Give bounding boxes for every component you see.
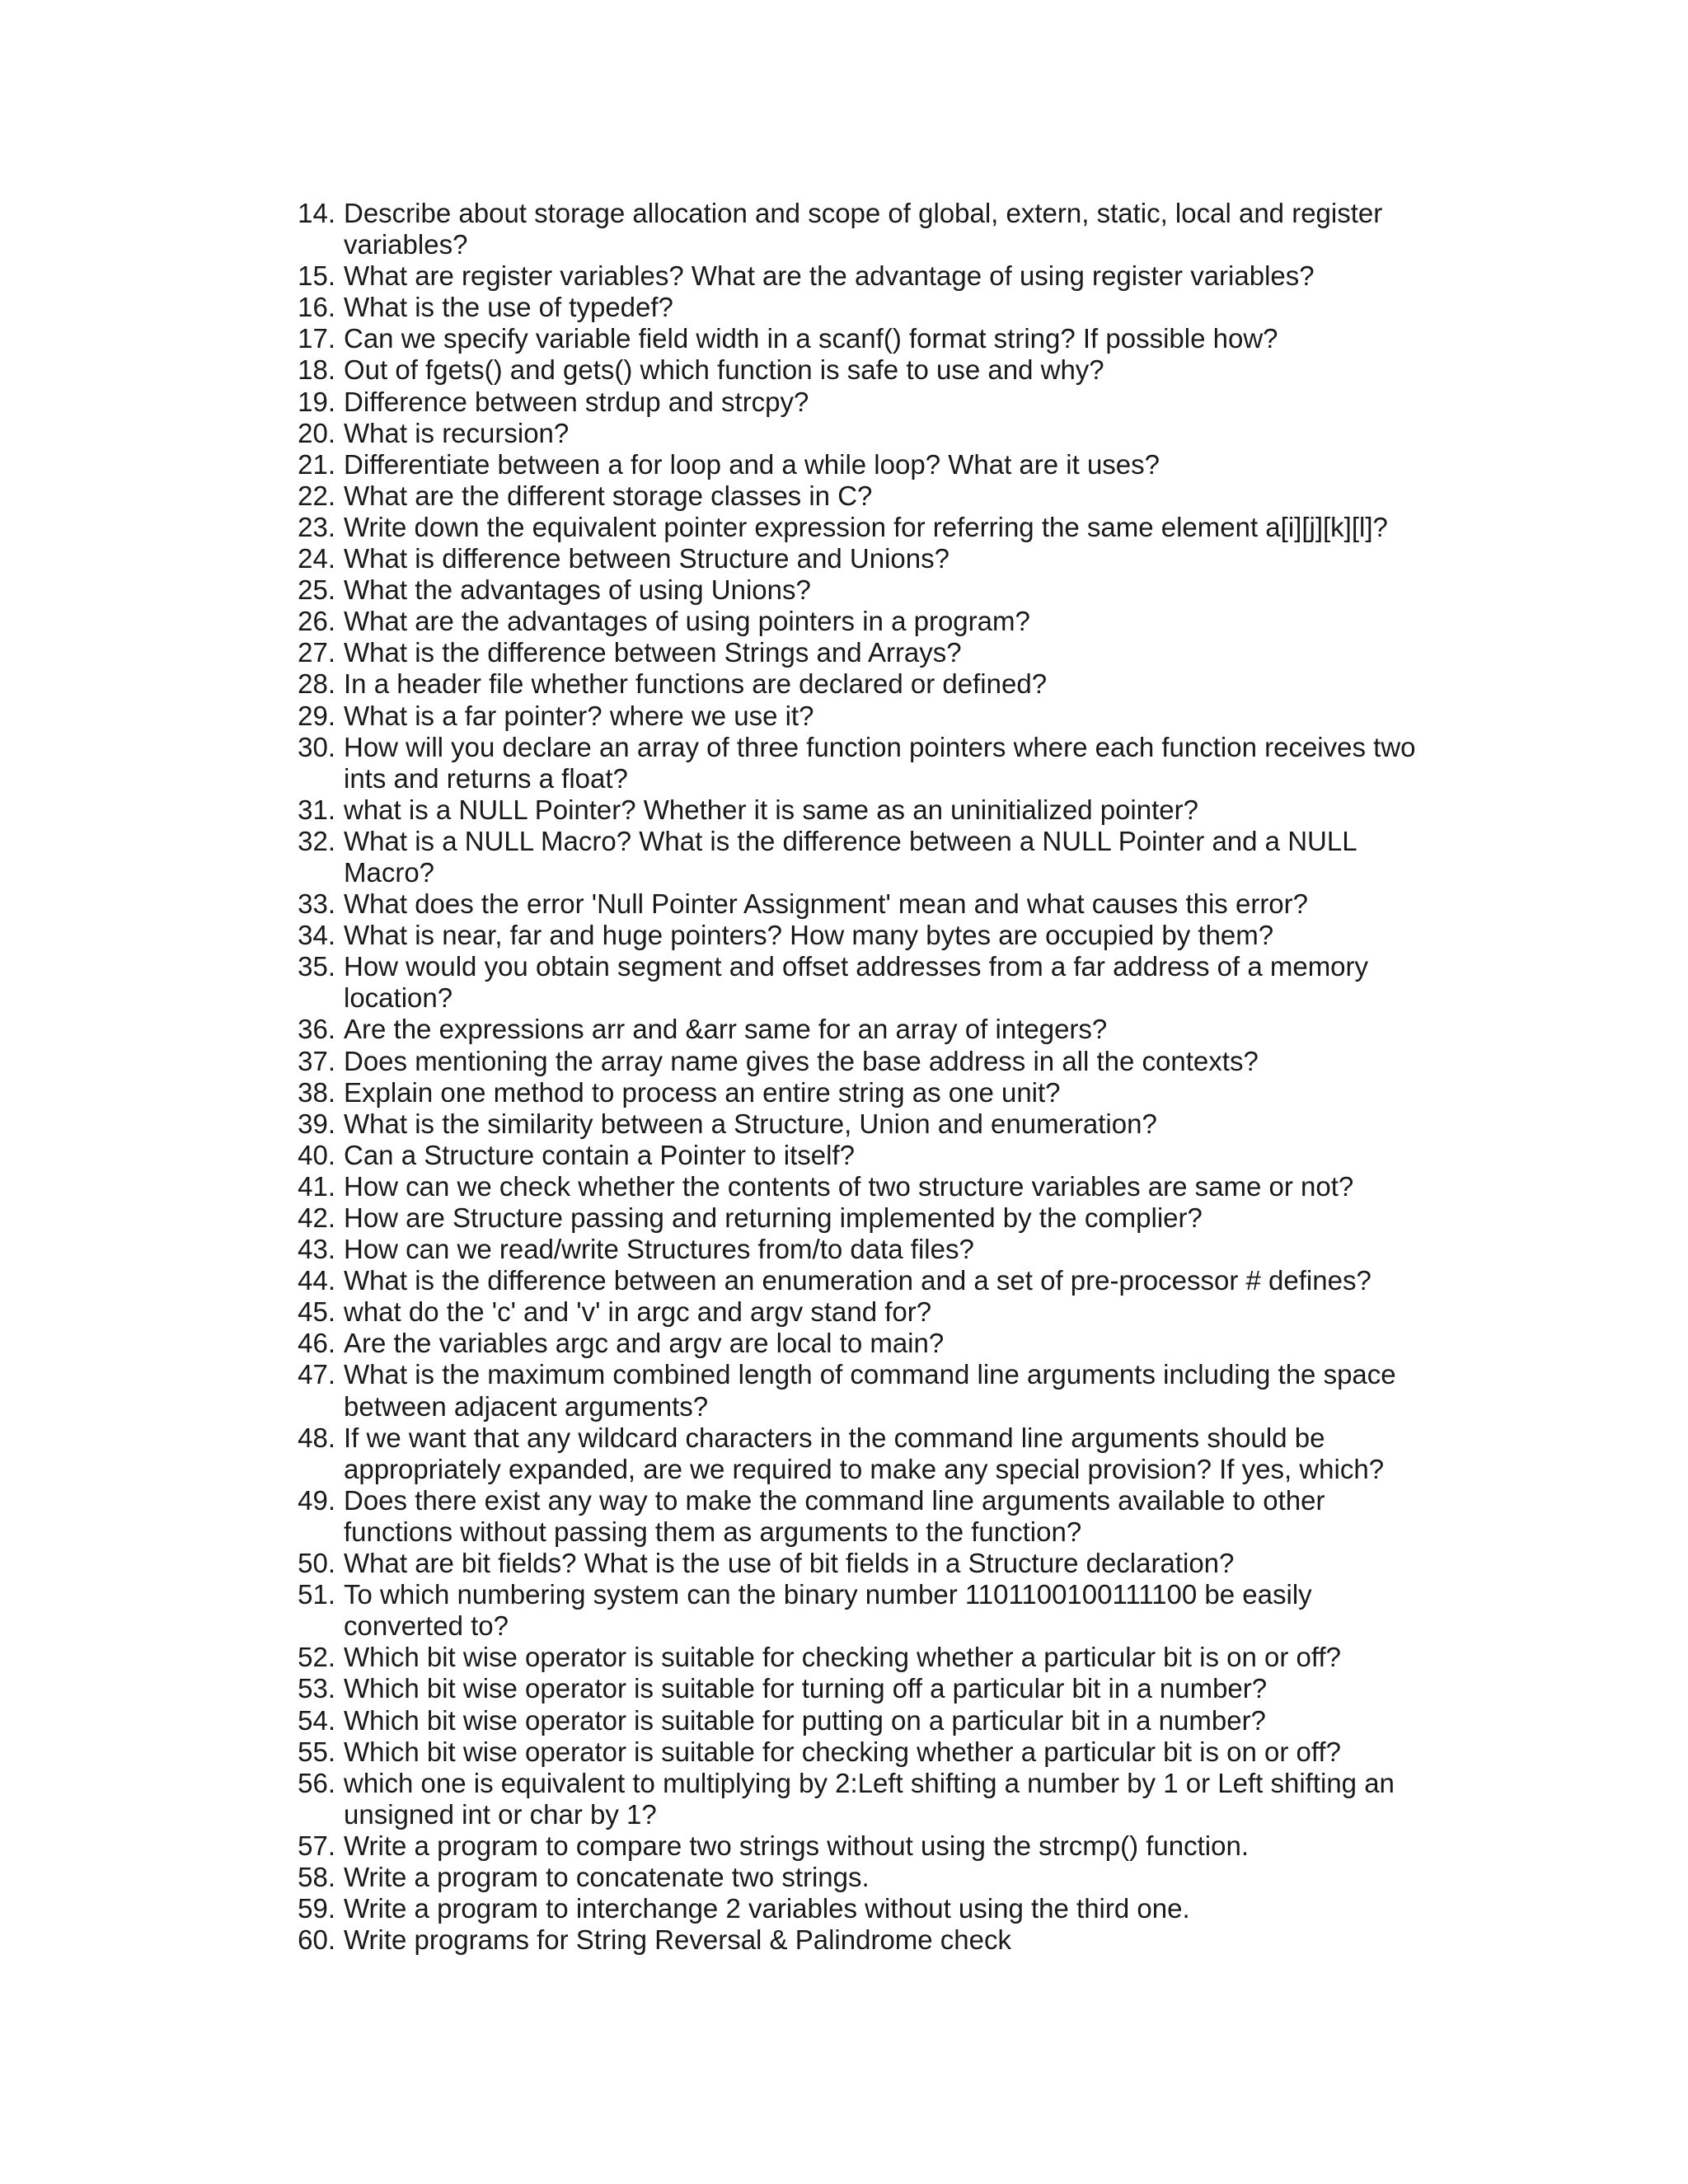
question-number: 26. bbox=[298, 606, 335, 637]
question-number: 19. bbox=[298, 386, 335, 417]
question-number: 40. bbox=[298, 1139, 335, 1170]
question-item bbox=[293, 1548, 1438, 1579]
question-item bbox=[293, 512, 1438, 543]
question-number: 15. bbox=[298, 260, 335, 292]
question-text: What is the difference between Strings and Arrays? bbox=[344, 637, 962, 668]
question-number: 23. bbox=[298, 511, 335, 542]
question-text: What is recursion? bbox=[344, 417, 570, 448]
question-item bbox=[293, 543, 1438, 574]
question-item bbox=[293, 323, 1438, 354]
question-number: 16. bbox=[298, 292, 335, 323]
question-item bbox=[293, 292, 1438, 323]
question-number: 32. bbox=[298, 825, 335, 856]
question-number: 41. bbox=[298, 1170, 335, 1202]
question-text: Explain one method to process an entire string as one unit? bbox=[344, 1076, 1061, 1108]
question-item bbox=[293, 1046, 1438, 1077]
question-number: 48. bbox=[298, 1422, 335, 1453]
question-text: What is near, far and huge pointers? How many bytes are occupied by them? bbox=[344, 920, 1274, 951]
question-text: What is a NULL Macro? What is the difference between a NULL Pointer and a NULL Macro? bbox=[344, 825, 1357, 888]
question-item bbox=[293, 1328, 1438, 1359]
question-item bbox=[293, 920, 1438, 951]
question-text: Does mentioning the array name gives the base address in all the contexts? bbox=[344, 1045, 1259, 1076]
question-item bbox=[293, 387, 1438, 418]
question-text: What is the use of typedef? bbox=[344, 292, 673, 323]
question-number: 38. bbox=[298, 1076, 335, 1108]
question-item bbox=[293, 1485, 1438, 1548]
question-item bbox=[293, 1234, 1438, 1265]
question-number: 30. bbox=[298, 731, 335, 762]
question-number: 25. bbox=[298, 574, 335, 606]
question-text: What are register variables? What are the advantage of using register variables? bbox=[344, 260, 1315, 292]
question-text: In a header file whether functions are declared or defined? bbox=[344, 668, 1048, 700]
question-text: what do the 'c' and 'v' in argc and argv stand for? bbox=[344, 1296, 932, 1328]
question-item bbox=[293, 1296, 1438, 1328]
question-number: 18. bbox=[298, 354, 335, 386]
question-text: Are the expressions arr and &arr same for an array of integers? bbox=[344, 1014, 1108, 1045]
question-item bbox=[293, 1642, 1438, 1673]
question-number: 59. bbox=[298, 1893, 335, 1924]
question-text: what is a NULL Pointer? Whether it is same as an uninitialized pointer? bbox=[344, 794, 1198, 825]
question-item bbox=[293, 1862, 1438, 1893]
question-text: What is the similarity between a Structure, Union and enumeration? bbox=[344, 1108, 1157, 1139]
question-item bbox=[293, 1579, 1438, 1642]
question-item bbox=[293, 1108, 1438, 1140]
question-item bbox=[293, 1265, 1438, 1296]
question-item bbox=[293, 198, 1438, 260]
question-item bbox=[293, 1014, 1438, 1045]
question-text: How will you declare an array of three function pointers where each function receives two ints and returns a float? bbox=[344, 731, 1416, 794]
question-text: What are the advantages of using pointers in a program? bbox=[344, 606, 1030, 637]
question-item bbox=[293, 1422, 1438, 1485]
question-text: How would you obtain segment and offset addresses from a far address of a memory location? bbox=[344, 951, 1369, 1014]
question-text: Can a Structure contain a Pointer to itself? bbox=[344, 1139, 856, 1170]
question-text: How can we read/write Structures from/to data files? bbox=[344, 1234, 974, 1265]
question-number: 27. bbox=[298, 637, 335, 668]
question-item bbox=[293, 354, 1438, 386]
question-list bbox=[293, 198, 1438, 1956]
question-item bbox=[293, 1768, 1438, 1830]
question-text: If we want that any wildcard characters in the command line arguments should be appropriately expanded, are we required to make any special provision? If yes, which? bbox=[344, 1422, 1385, 1484]
question-number: 20. bbox=[298, 417, 335, 448]
question-number: 47. bbox=[298, 1359, 335, 1390]
question-number: 39. bbox=[298, 1108, 335, 1139]
question-item bbox=[293, 480, 1438, 512]
question-item bbox=[293, 1673, 1438, 1704]
question-text: What the advantages of using Unions? bbox=[344, 574, 811, 606]
question-text: What are bit fields? What is the use of bit fields in a Structure declaration? bbox=[344, 1548, 1235, 1579]
question-item bbox=[293, 1077, 1438, 1108]
question-number: 53. bbox=[298, 1673, 335, 1704]
question-number: 46. bbox=[298, 1328, 335, 1359]
question-text: Does there exist any way to make the command line arguments available to other functions without passing them as arguments to the function? bbox=[344, 1484, 1325, 1547]
question-number: 60. bbox=[298, 1924, 335, 1956]
question-number: 29. bbox=[298, 700, 335, 731]
question-item bbox=[293, 418, 1438, 449]
question-number: 58. bbox=[298, 1861, 335, 1892]
question-item bbox=[293, 606, 1438, 637]
question-text: How are Structure passing and returning implemented by the complier? bbox=[344, 1202, 1203, 1233]
question-text: What are the different storage classes in C? bbox=[344, 480, 873, 511]
question-number: 22. bbox=[298, 480, 335, 511]
question-item bbox=[293, 794, 1438, 826]
question-number: 43. bbox=[298, 1234, 335, 1265]
question-item bbox=[293, 1359, 1438, 1422]
question-text: Are the variables argc and argv are local to main? bbox=[344, 1328, 945, 1359]
question-item bbox=[293, 668, 1438, 700]
question-text: Write programs for String Reversal & Palindrome check bbox=[344, 1924, 1012, 1956]
question-text: Write down the equivalent pointer expression for referring the same element a[i][j][k][l]? bbox=[344, 511, 1388, 542]
question-number: 34. bbox=[298, 920, 335, 951]
question-item bbox=[293, 1830, 1438, 1862]
question-number: 49. bbox=[298, 1484, 335, 1516]
question-text: What is the maximum combined length of command line arguments including the space between adjacent arguments? bbox=[344, 1359, 1396, 1422]
question-item bbox=[293, 1705, 1438, 1736]
question-number: 21. bbox=[298, 448, 335, 480]
question-text: Write a program to concatenate two strings. bbox=[344, 1861, 870, 1892]
question-number: 33. bbox=[298, 888, 335, 920]
question-number: 14. bbox=[298, 198, 335, 228]
question-item bbox=[293, 732, 1438, 794]
question-item bbox=[293, 1893, 1438, 1924]
question-text: What is a far pointer? where we use it? bbox=[344, 700, 814, 731]
question-text: which one is equivalent to multiplying by 2:Left shifting a number by 1 or Left shifting an unsigned int or char by 1? bbox=[344, 1767, 1395, 1830]
question-item bbox=[293, 574, 1438, 606]
question-item bbox=[293, 1171, 1438, 1202]
question-text: Differentiate between a for loop and a while loop? What are it uses? bbox=[344, 448, 1160, 480]
question-text: What is difference between Structure and Unions? bbox=[344, 543, 950, 574]
question-text: Which bit wise operator is suitable for checking whether a particular bit is on or off? bbox=[344, 1736, 1341, 1767]
question-text: To which numbering system can the binary number 1101100100111100 be easily converted to? bbox=[344, 1579, 1312, 1642]
question-item bbox=[293, 637, 1438, 668]
question-number: 24. bbox=[298, 543, 335, 574]
question-text: Can we specify variable field width in a scanf() format string? If possible how? bbox=[344, 323, 1278, 354]
question-item bbox=[293, 449, 1438, 480]
question-item bbox=[293, 1736, 1438, 1768]
question-text: Out of fgets() and gets() which function is safe to use and why? bbox=[344, 354, 1104, 386]
question-number: 42. bbox=[298, 1202, 335, 1233]
question-text: Which bit wise operator is suitable for checking whether a particular bit is on or off? bbox=[344, 1642, 1341, 1673]
question-text: What is the difference between an enumeration and a set of pre-processor # defines? bbox=[344, 1265, 1372, 1296]
question-number: 45. bbox=[298, 1296, 335, 1328]
question-item bbox=[293, 701, 1438, 732]
question-number: 44. bbox=[298, 1265, 335, 1296]
question-item bbox=[293, 826, 1438, 888]
question-text: Describe about storage allocation and scope of global, extern, static, local and register variables? bbox=[344, 198, 1383, 260]
question-number: 55. bbox=[298, 1736, 335, 1767]
question-text: Write a program to compare two strings without using the strcmp() function. bbox=[344, 1830, 1249, 1861]
question-item bbox=[293, 1140, 1438, 1171]
question-number: 17. bbox=[298, 323, 335, 354]
question-item bbox=[293, 1202, 1438, 1234]
question-text: Write a program to interchange 2 variables without using the third one. bbox=[344, 1893, 1190, 1924]
question-number: 57. bbox=[298, 1830, 335, 1861]
question-item bbox=[293, 1924, 1438, 1956]
question-number: 51. bbox=[298, 1579, 335, 1610]
question-number: 36. bbox=[298, 1014, 335, 1045]
question-number: 31. bbox=[298, 794, 335, 825]
question-item bbox=[293, 888, 1438, 920]
question-number: 35. bbox=[298, 951, 335, 982]
question-text: Which bit wise operator is suitable for putting on a particular bit in a number? bbox=[344, 1704, 1266, 1736]
question-number: 56. bbox=[298, 1767, 335, 1798]
question-item bbox=[293, 260, 1438, 292]
question-text: Which bit wise operator is suitable for turning off a particular bit in a number? bbox=[344, 1673, 1268, 1704]
question-number: 54. bbox=[298, 1704, 335, 1736]
question-text: How can we check whether the contents of two structure variables are same or not? bbox=[344, 1170, 1354, 1202]
question-number: 52. bbox=[298, 1642, 335, 1673]
question-number: 37. bbox=[298, 1045, 335, 1076]
question-text: What does the error 'Null Pointer Assignment' mean and what causes this error? bbox=[344, 888, 1309, 920]
question-text: Difference between strdup and strcpy? bbox=[344, 386, 809, 417]
question-item bbox=[293, 951, 1438, 1014]
question-number: 28. bbox=[298, 668, 335, 700]
question-number: 50. bbox=[298, 1548, 335, 1579]
